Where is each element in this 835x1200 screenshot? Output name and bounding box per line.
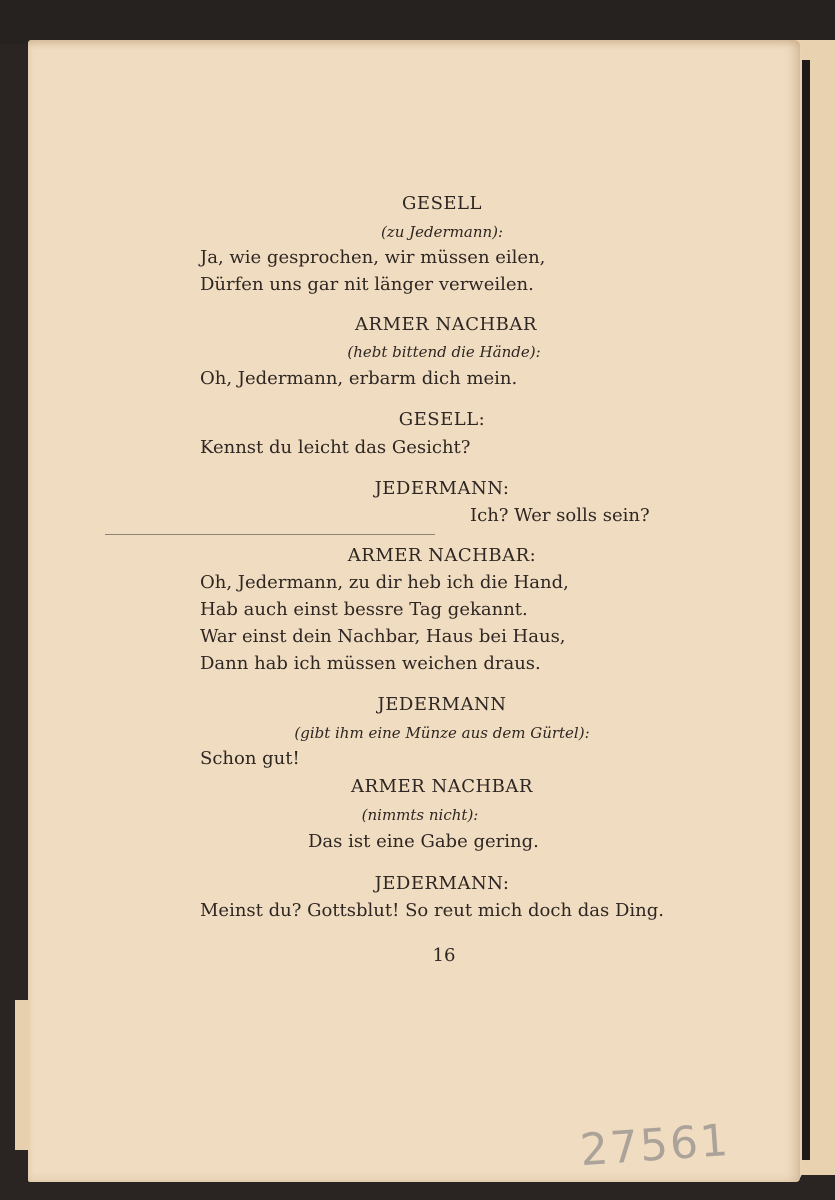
verse-line: Ja, wie gesprochen, wir müssen eilen, <box>200 247 546 268</box>
page-number: 16 <box>432 945 456 966</box>
speaker-heading: GESELL <box>402 193 482 214</box>
verse-line: Kennst du leicht das Gesicht? <box>200 437 471 458</box>
speaker-heading: ARMER NACHBAR: <box>347 545 537 566</box>
verse-line: Meinst du? Gottsblut! So reut mich doch das Ding. <box>200 900 665 921</box>
stage-direction: (gibt ihm eine Münze aus dem Gürtel): <box>294 724 590 742</box>
speaker-heading: JEDERMANN: <box>374 478 510 499</box>
verse-line: Schon gut! <box>200 748 300 769</box>
verse-line: Dürfen uns gar nit länger verweilen. <box>200 274 534 295</box>
speaker-heading: GESELL: <box>398 409 486 430</box>
verse-line: Dann hab ich müssen weichen draus. <box>200 653 541 674</box>
stage-direction: (zu Jedermann): <box>380 223 504 241</box>
verse-line: Das ist eine Gabe gering. <box>308 831 539 852</box>
speaker-heading: ARMER NACHBAR <box>351 776 533 797</box>
verse-line: Hab auch einst bessre Tag gekannt. <box>200 599 528 620</box>
handwritten-catalog-number: 27561 <box>578 1114 732 1177</box>
verse-line: War einst dein Nachbar, Haus bei Haus, <box>200 626 566 647</box>
verse-line: Ich? Wer solls sein? <box>470 505 650 526</box>
stage-direction: (nimmts nicht): <box>361 806 479 824</box>
speaker-heading: ARMER NACHBAR <box>355 314 537 335</box>
speaker-heading: JEDERMANN: <box>374 873 510 894</box>
verse-line: Oh, Jedermann, erbarm dich mein. <box>200 368 518 389</box>
stage-direction: (hebt bittend die Hände): <box>347 343 541 361</box>
divider-line <box>105 534 435 535</box>
verse-line: Oh, Jedermann, zu dir heb ich die Hand, <box>200 572 569 593</box>
speaker-heading: JEDERMANN <box>377 694 507 715</box>
